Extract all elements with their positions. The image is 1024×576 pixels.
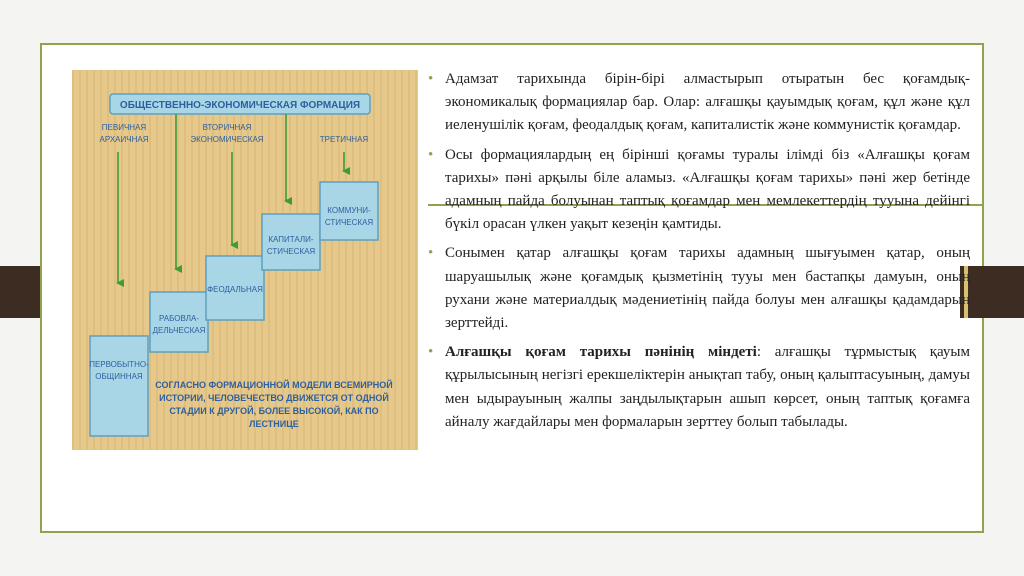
step-label-capitalist-2: СТИЧЕСКАЯ	[266, 247, 316, 256]
bullet-text: : алғашқы тұрмыстық қауым құрылысының негізгі ерекшеліктерін анықтап табу, оның қалыптасуының, дамуы мен ыдырауының жалпы заңдылықтарын ашып көрсет, оның таптық қоғамға айналу жағдайлары мен формаларын зерттеу болып табылады.	[445, 344, 970, 430]
bullet-dot-icon: •	[428, 245, 434, 262]
diagram-caption-line-1: СОГЛАСНО ФОРМАЦИОННОЙ МОДЕЛИ ВСЕМИРНОЙ	[155, 380, 393, 390]
formation-diagram	[72, 70, 418, 450]
column-label-primary-2: АРХАИЧНАЯ	[99, 135, 149, 144]
bullet-item	[425, 242, 970, 335]
bullet-dot-icon: •	[428, 71, 434, 87]
bullet-list	[425, 68, 970, 440]
step-label-capitalist-1: КАПИТАЛИ-	[268, 235, 314, 244]
step-label-slave-1: РАБОВЛА-	[158, 314, 200, 323]
column-label-tertiary: ТРЕТИЧНАЯ	[319, 135, 369, 144]
step-label-slave-2: ДЕЛЬЧЕСКАЯ	[152, 326, 206, 335]
step-label-primitive-2: ОБЩИННАЯ	[95, 372, 143, 381]
bullet-item	[425, 144, 970, 237]
column-label-primary-1: ПЕВИЧНАЯ	[101, 123, 147, 132]
step-label-primitive-1: ПЕРВОБЫТНО-	[89, 360, 149, 369]
step-label-communist-2: СТИЧЕСКАЯ	[324, 218, 374, 227]
bullet-item	[425, 341, 970, 434]
diagram-caption-line-3: СТАДИИ К ДРУГОЙ, БОЛЕЕ ВЫСОКОЙ, КАК ПО	[169, 406, 379, 416]
formation-diagram-svg	[72, 70, 418, 450]
bullet-text: Осы формациялардың ең бірінші қоғамы туралы ілімді біз «Алғашқы қоғам тарихы» пәні арқылы біле аламыз. «Алғашқы қоғам тарихы» пәні жер бетінде адамның пайда болуынан таптық қоғамдар мен мемлекеттердің тууына дейінгі бүкіл орасан үлкен уақыт кезеңін қамтиды.	[445, 146, 970, 233]
bullet-text: Сонымен қатар алғашқы қоғам тарихы адамның шығуымен қатар, оның шаруашылық және қоғамдық қызметінің тууы мен бастапқы дамуын, оның рухани және материалдық мәдениетінің пайда болуы мен алғашқы қадамдарын зерттейді.	[445, 245, 970, 332]
bullet-dot-icon: •	[428, 146, 434, 163]
bullet-text-bold: Алғашқы қоғам тарихы пәнінің міндеті	[445, 344, 757, 361]
column-label-secondary-1: ВТОРИЧНАЯ	[202, 123, 252, 132]
bullet-dot-icon: •	[428, 344, 434, 361]
diagram-caption-line-2: ИСТОРИИ, ЧЕЛОВЕЧЕСТВО ДВИЖЕТСЯ ОТ ОДНОЙ	[159, 393, 389, 403]
column-label-secondary-2: ЭКОНОМИЧЕСКАЯ	[190, 135, 264, 144]
step-label-feudal: ФЕОДАЛЬНАЯ	[207, 285, 263, 294]
bullet-text: Адамзат тарихында бірін-бірі алмастырып отыратын бес қоғамдық-экономикалық формациялар бар. Олар: алғашқы қауымдық қоғам, құл және құл иеленушілік қоғам, феодалдық қоғам, капиталистік және коммунистік қоғамдар.	[445, 71, 970, 134]
step-box-primitive	[90, 336, 148, 436]
bullet-item	[425, 68, 970, 138]
diagram-title: ОБЩЕСТВЕННО-ЭКОНОМИЧЕСКАЯ ФОРМАЦИЯ	[119, 100, 361, 111]
step-label-communist-1: КОММУНИ-	[327, 206, 371, 215]
diagram-caption-line-4: ЛЕСТНИЦЕ	[249, 419, 299, 429]
